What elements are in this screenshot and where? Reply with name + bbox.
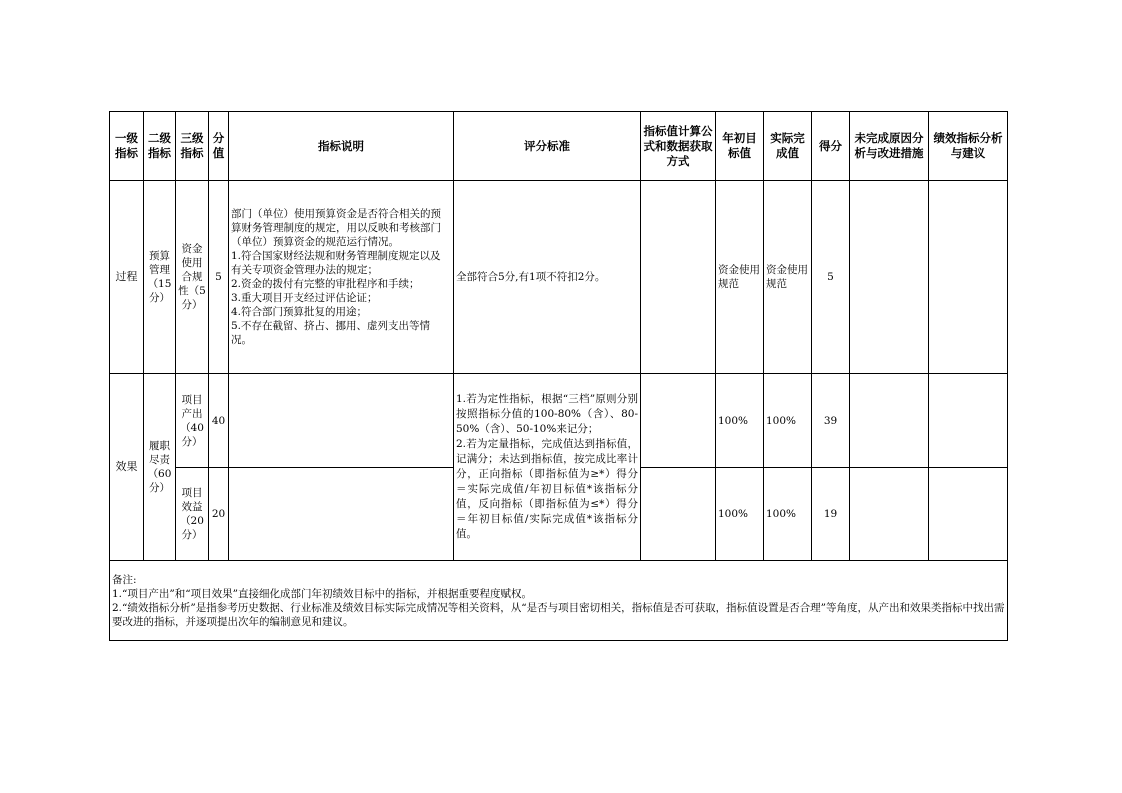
cell-target: 100% bbox=[716, 468, 764, 561]
cell-level1: 过程 bbox=[110, 181, 144, 374]
cell-actual: 100% bbox=[764, 468, 812, 561]
cell-level3: 项目产出（40分） bbox=[176, 374, 209, 468]
cell-target: 资金使用规范 bbox=[716, 181, 764, 374]
cell-actual: 资金使用规范 bbox=[764, 181, 812, 374]
cell-criteria: 1.若为定性指标，根据“三档”原则分别按照指标分值的100-80%（含）、80-50%（含）、50-10%来记分； 2.若为定量指标，完成值达到指标值，记满分；未达到指标值，按完成比率计分，正向指标（即指标值为≥*）得分＝实际完成值/年初目标值*该指标分值，反向指标（即指标值为≤*）得分＝年初目标值/实际完成值*该指标分值。 bbox=[454, 374, 641, 561]
cell-formula bbox=[641, 181, 716, 374]
header-score: 得分 bbox=[812, 112, 850, 181]
cell-formula bbox=[641, 374, 716, 468]
cell-target: 100% bbox=[716, 374, 764, 468]
notes-line-1: 1.“项目产出”和“项目效果”直接细化成部门年初绩效目标中的指标，并根据重要程度赋权。 bbox=[112, 587, 532, 600]
cell-actual: 100% bbox=[764, 374, 812, 468]
header-description: 指标说明 bbox=[229, 112, 454, 181]
cell-level1: 效果 bbox=[110, 374, 144, 561]
header-score-value: 分值 bbox=[209, 112, 229, 181]
notes-title: 备注: bbox=[112, 573, 137, 586]
header-level2: 二级指标 bbox=[144, 112, 176, 181]
cell-reason bbox=[850, 468, 929, 561]
cell-reason bbox=[850, 181, 929, 374]
cell-analysis bbox=[929, 181, 1008, 374]
header-criteria: 评分标准 bbox=[454, 112, 641, 181]
header-level3: 三级指标 bbox=[176, 112, 209, 181]
cell-description bbox=[229, 468, 454, 561]
header-level1: 一级指标 bbox=[110, 112, 144, 181]
cell-score-value: 40 bbox=[209, 374, 229, 468]
header-target: 年初目标值 bbox=[716, 112, 764, 181]
cell-level2: 履职尽责（60分） bbox=[144, 374, 176, 561]
table-row bbox=[110, 181, 1008, 374]
cell-score: 5 bbox=[812, 181, 850, 374]
header-analysis: 绩效指标分析与建议 bbox=[929, 112, 1008, 181]
header-formula: 指标值计算公式和数据获取方式 bbox=[641, 112, 716, 181]
notes-row bbox=[110, 561, 1008, 641]
cell-analysis bbox=[929, 468, 1008, 561]
cell-score-value: 20 bbox=[209, 468, 229, 561]
table-row bbox=[110, 374, 1008, 468]
notes-line-2: 2.“绩效指标分析”是指参考历史数据、行业标准及绩效目标实际完成情况等相关资料，从“是否与项目密切相关，指标值是否可获取，指标值设置是否合理”等角度，从产出和效果类指标中找出需要改进的指标，并逐项提出次年的编制意见和建议。 bbox=[112, 601, 1005, 628]
header-actual: 实际完成值 bbox=[764, 112, 812, 181]
cell-level3: 资金使用合规性（5分） bbox=[176, 181, 209, 374]
cell-level2: 预算管理（15分） bbox=[144, 181, 176, 374]
cell-score-value: 5 bbox=[209, 181, 229, 374]
cell-score: 19 bbox=[812, 468, 850, 561]
cell-description: 部门（单位）使用预算资金是否符合相关的预算财务管理制度的规定，用以反映和考核部门（单位）预算资金的规范运行情况。 1.符合国家财经法规和财务管理制度规定以及有关专项资金管理办法的规定； 2.资金的拨付有完整的审批程序和手续； 3.重大项目开支经过评估论证； 4.符合部门预算批复的用途； 5.不存在截留、挤占、挪用、虚列支出等情况。 bbox=[229, 181, 454, 374]
cell-criteria: 全部符合5分,有1项不符扣2分。 bbox=[454, 181, 641, 374]
notes-cell bbox=[110, 561, 1008, 641]
cell-reason bbox=[850, 374, 929, 468]
cell-formula bbox=[641, 468, 716, 561]
cell-analysis bbox=[929, 374, 1008, 468]
header-row bbox=[110, 112, 1008, 181]
performance-evaluation-table bbox=[109, 111, 1008, 641]
cell-score: 39 bbox=[812, 374, 850, 468]
cell-level3: 项目效益（20分） bbox=[176, 468, 209, 561]
cell-description bbox=[229, 374, 454, 468]
header-reason: 未完成原因分析与改进措施 bbox=[850, 112, 929, 181]
